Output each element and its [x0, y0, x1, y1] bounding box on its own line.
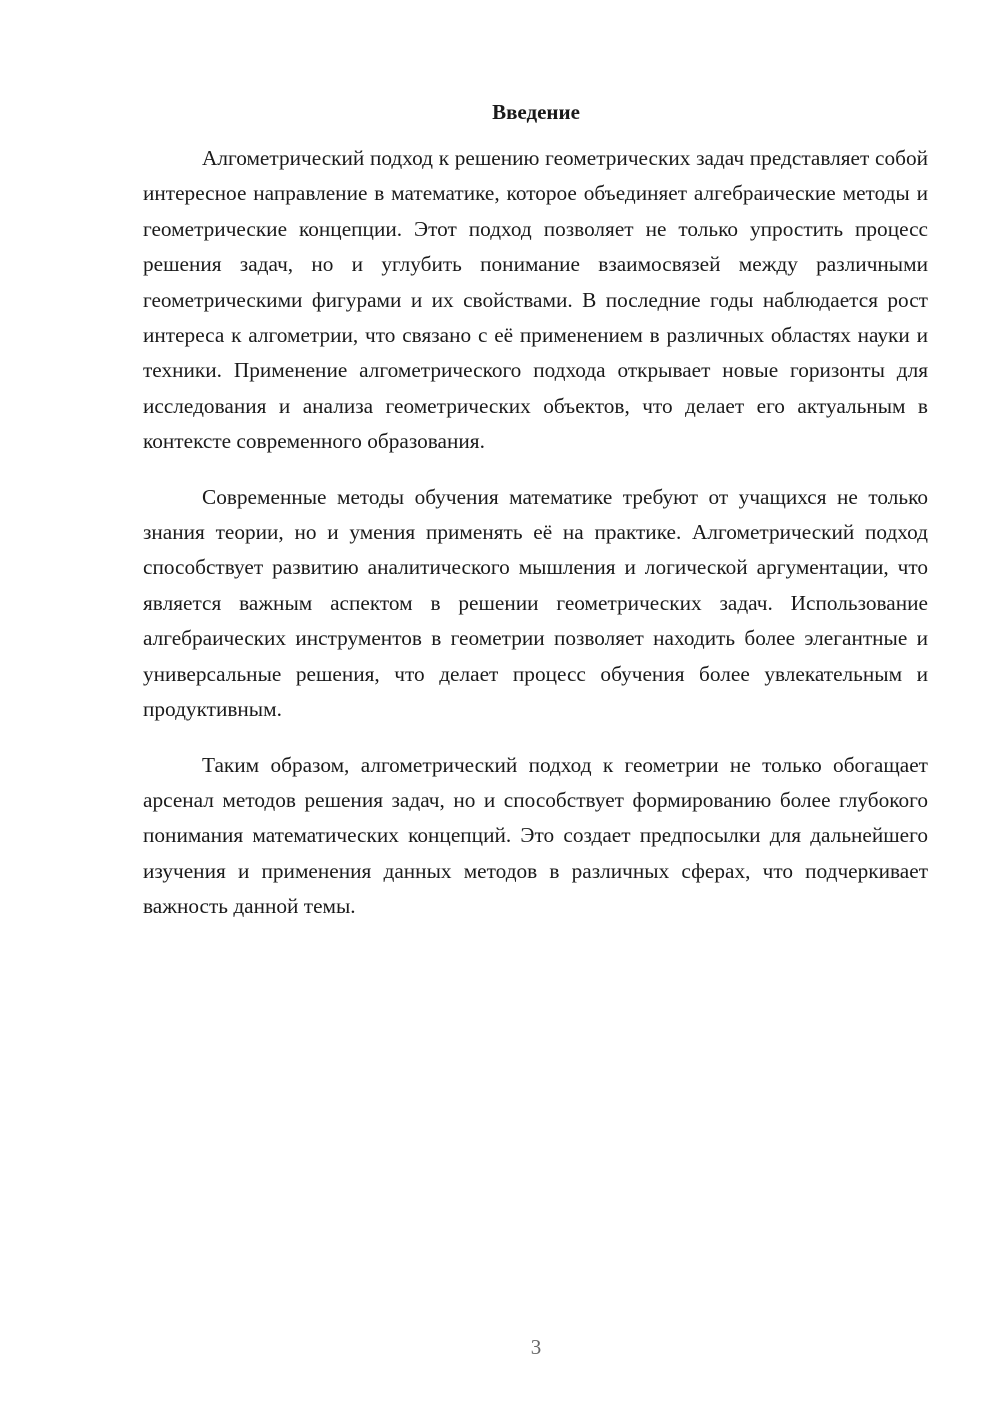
body-text — [143, 141, 928, 945]
page-number: 3 — [530, 1335, 542, 1359]
paragraph-3: Таким образом, алгометрический подход к геометрии не только обогащает арсенал методов решения задач, но и способствует формированию более глубокого понимания математических концепций. Это создает предпосылки для дальнейшего изучения и применения данных методов в различных сферах, что подчеркивает важность данной темы. — [143, 752, 928, 919]
paragraph-2: Современные методы обучения математике требуют от учащихся не только знания теории, но и умения применять её на практике. Алгометрический подход способствует развитию аналитического мышления и логической аргументации, что является важным аспектом в решении геометрических задач. Использование алгебраических инструментов в геометрии позволяет находить более элегантные и универсальные решения, что делает процесс обучения более увлекательным и продуктивным. — [143, 484, 928, 722]
paragraph-1: Алгометрический подход к решению геометрических задач представляет собой интересное направление в математике, которое объединяет алгебраические методы и геометрические концепции. Этот подход позволяет не только упростить процесс решения задач, но и углубить понимание взаимосвязей между различными геометрическими фигурами и их свойствами. В последние годы наблюдается рост интереса к алгометрии, что связано с её применением в различных областях науки и техники. Применение алгометрического подхода открывает новые горизонты для исследования и анализа геометрических объектов, что делает его актуальным в контексте современного образования. — [143, 146, 928, 454]
section-heading: Введение — [492, 100, 580, 124]
